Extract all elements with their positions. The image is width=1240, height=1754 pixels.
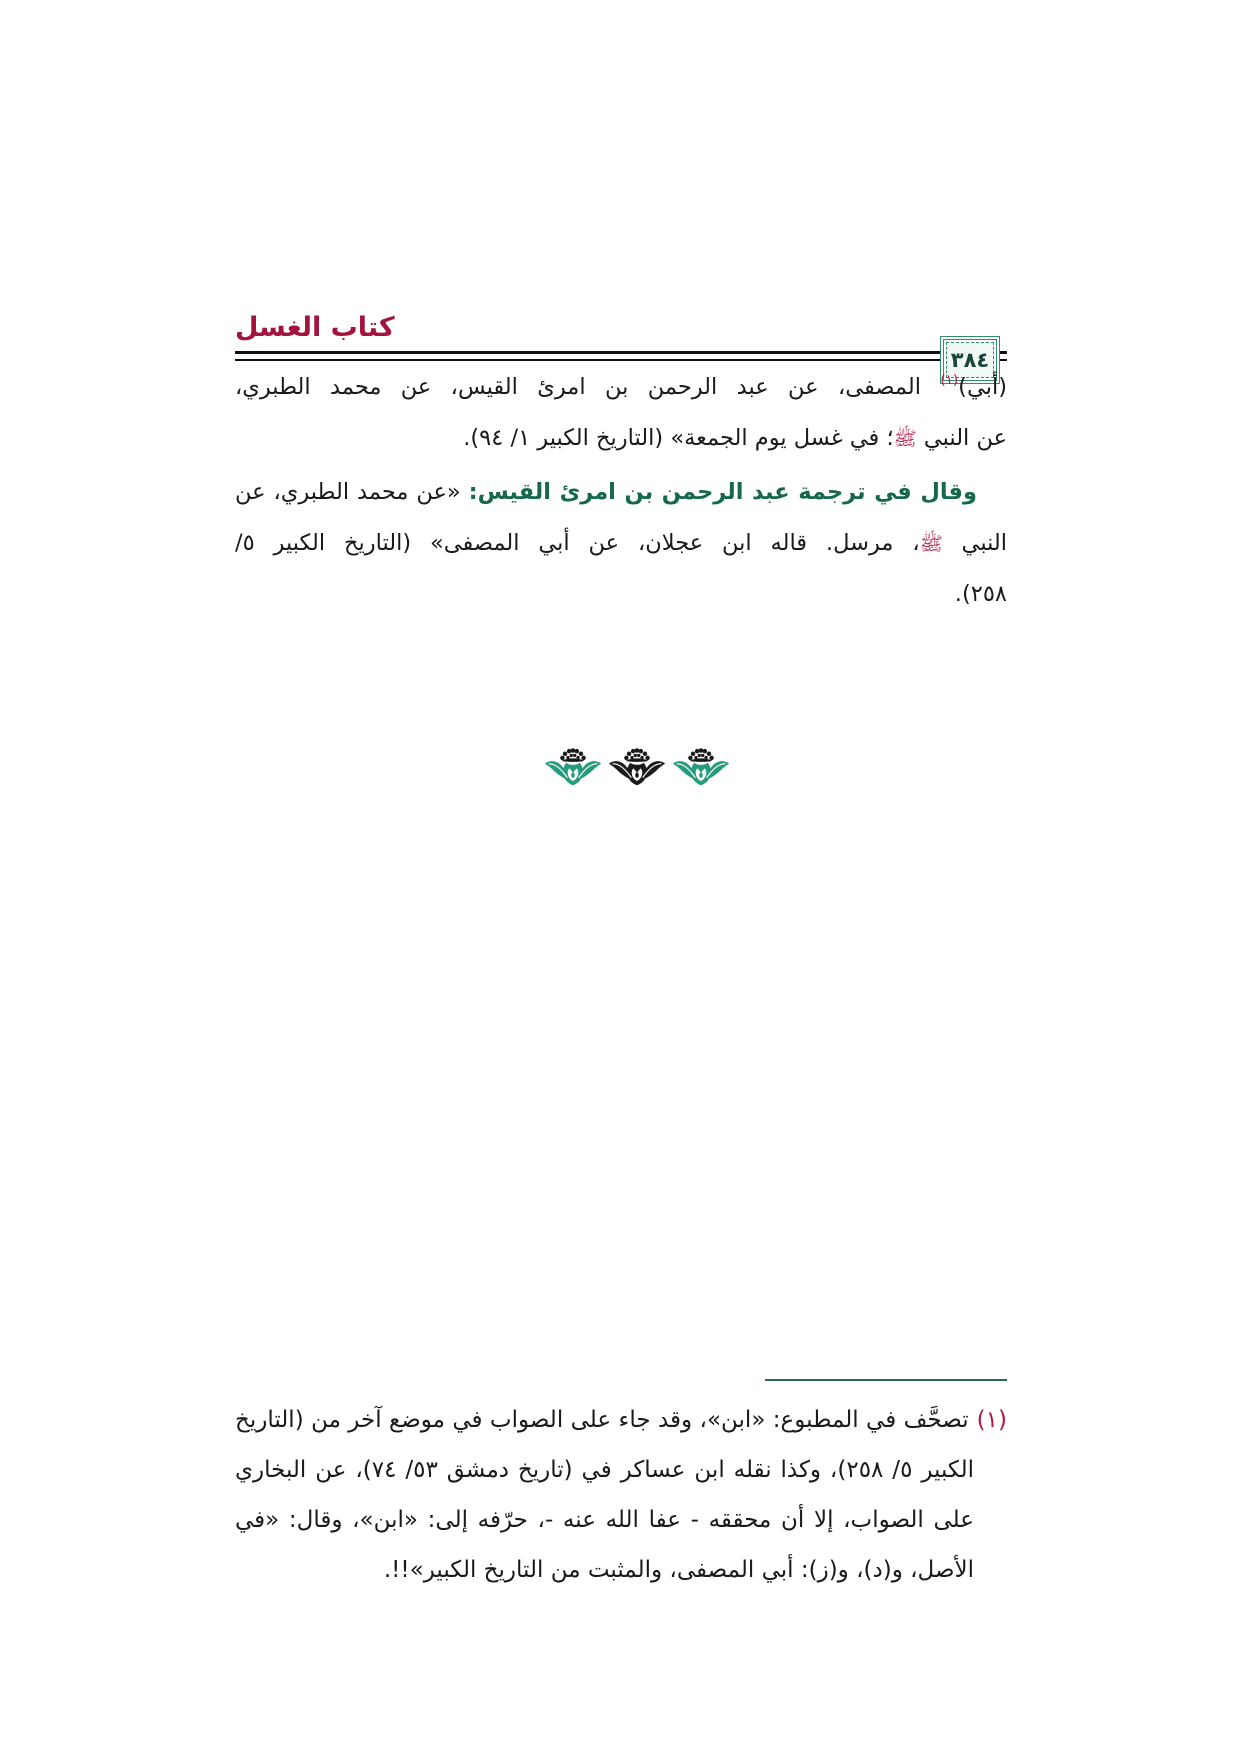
text-run: (أبي) <box>958 374 1007 400</box>
footnote-line <box>235 1445 1007 1495</box>
footnote-reference: (١) <box>940 371 959 388</box>
footnote-text: تصحَّف في المطبوع: «ابن»، وقد جاء على الصواب في موضع آخر من (التاريخ <box>235 1407 969 1433</box>
section-divider-ornament <box>543 742 731 788</box>
header-rule-thick <box>235 351 1007 354</box>
floral-ornament-icon <box>607 743 667 788</box>
text-run: النبي <box>942 530 1008 556</box>
running-title: كتاب الغسل <box>235 312 395 343</box>
text-line <box>235 518 1007 569</box>
footnote-line <box>235 1495 1007 1545</box>
main-text <box>235 362 1007 620</box>
text-run: المصفى، عن عبد الرحمن بن امرئ القيس، عن محمد الطبري، <box>235 374 941 400</box>
text-run: ؛ في غسل يوم الجمعة» (التاريخ الكبير ١/ ٩٤). <box>463 425 894 451</box>
paragraph <box>235 362 1007 464</box>
text-line <box>235 467 1007 518</box>
honorific-symbol: ﷺ <box>919 532 943 555</box>
footnotes <box>235 1395 1007 1595</box>
text-line <box>235 413 1007 464</box>
text-line <box>235 569 1007 620</box>
floral-ornament-icon <box>671 743 731 788</box>
text-run: ٢٥٨). <box>954 581 1007 607</box>
footnote-number: (١) <box>976 1407 1007 1433</box>
footnote-line <box>235 1395 1007 1445</box>
footnote-line <box>235 1545 1007 1595</box>
header-rule-thin <box>235 359 1007 361</box>
paragraph-lead-in: وقال في ترجمة عبد الرحمن بن امرئ القيس: <box>468 479 978 505</box>
paragraph <box>235 467 1007 620</box>
footnote-text: الكبير ٥/ ٢٥٨)، وكذا نقله ابن عساكر في (تاريخ دمشق ٥٣/ ٧٤)، عن البخاري <box>235 1457 974 1483</box>
floral-ornament-icon <box>543 743 603 788</box>
text-run: ، مرسل. قاله ابن عجلان، عن أبي المصفى» (التاريخ الكبير ٥/ <box>235 530 920 556</box>
footnote-text: على الصواب، إلا أن محققه - عفا الله عنه -، حرّفه إلى: «ابن»، وقال: «في <box>235 1507 974 1533</box>
text-run: عن النبي <box>916 425 1007 451</box>
footnote-separator <box>765 1379 1007 1381</box>
text-line <box>235 362 1007 413</box>
text-run: «عن محمد الطبري، عن <box>235 479 469 505</box>
honorific-symbol: ﷺ <box>893 427 917 450</box>
page-number: ٣٨٤ <box>946 342 994 378</box>
footnote-text: الأصل، و(د)، و(ز): أبي المصفى، والمثبت من التاريخ الكبير»!!. <box>383 1557 974 1583</box>
